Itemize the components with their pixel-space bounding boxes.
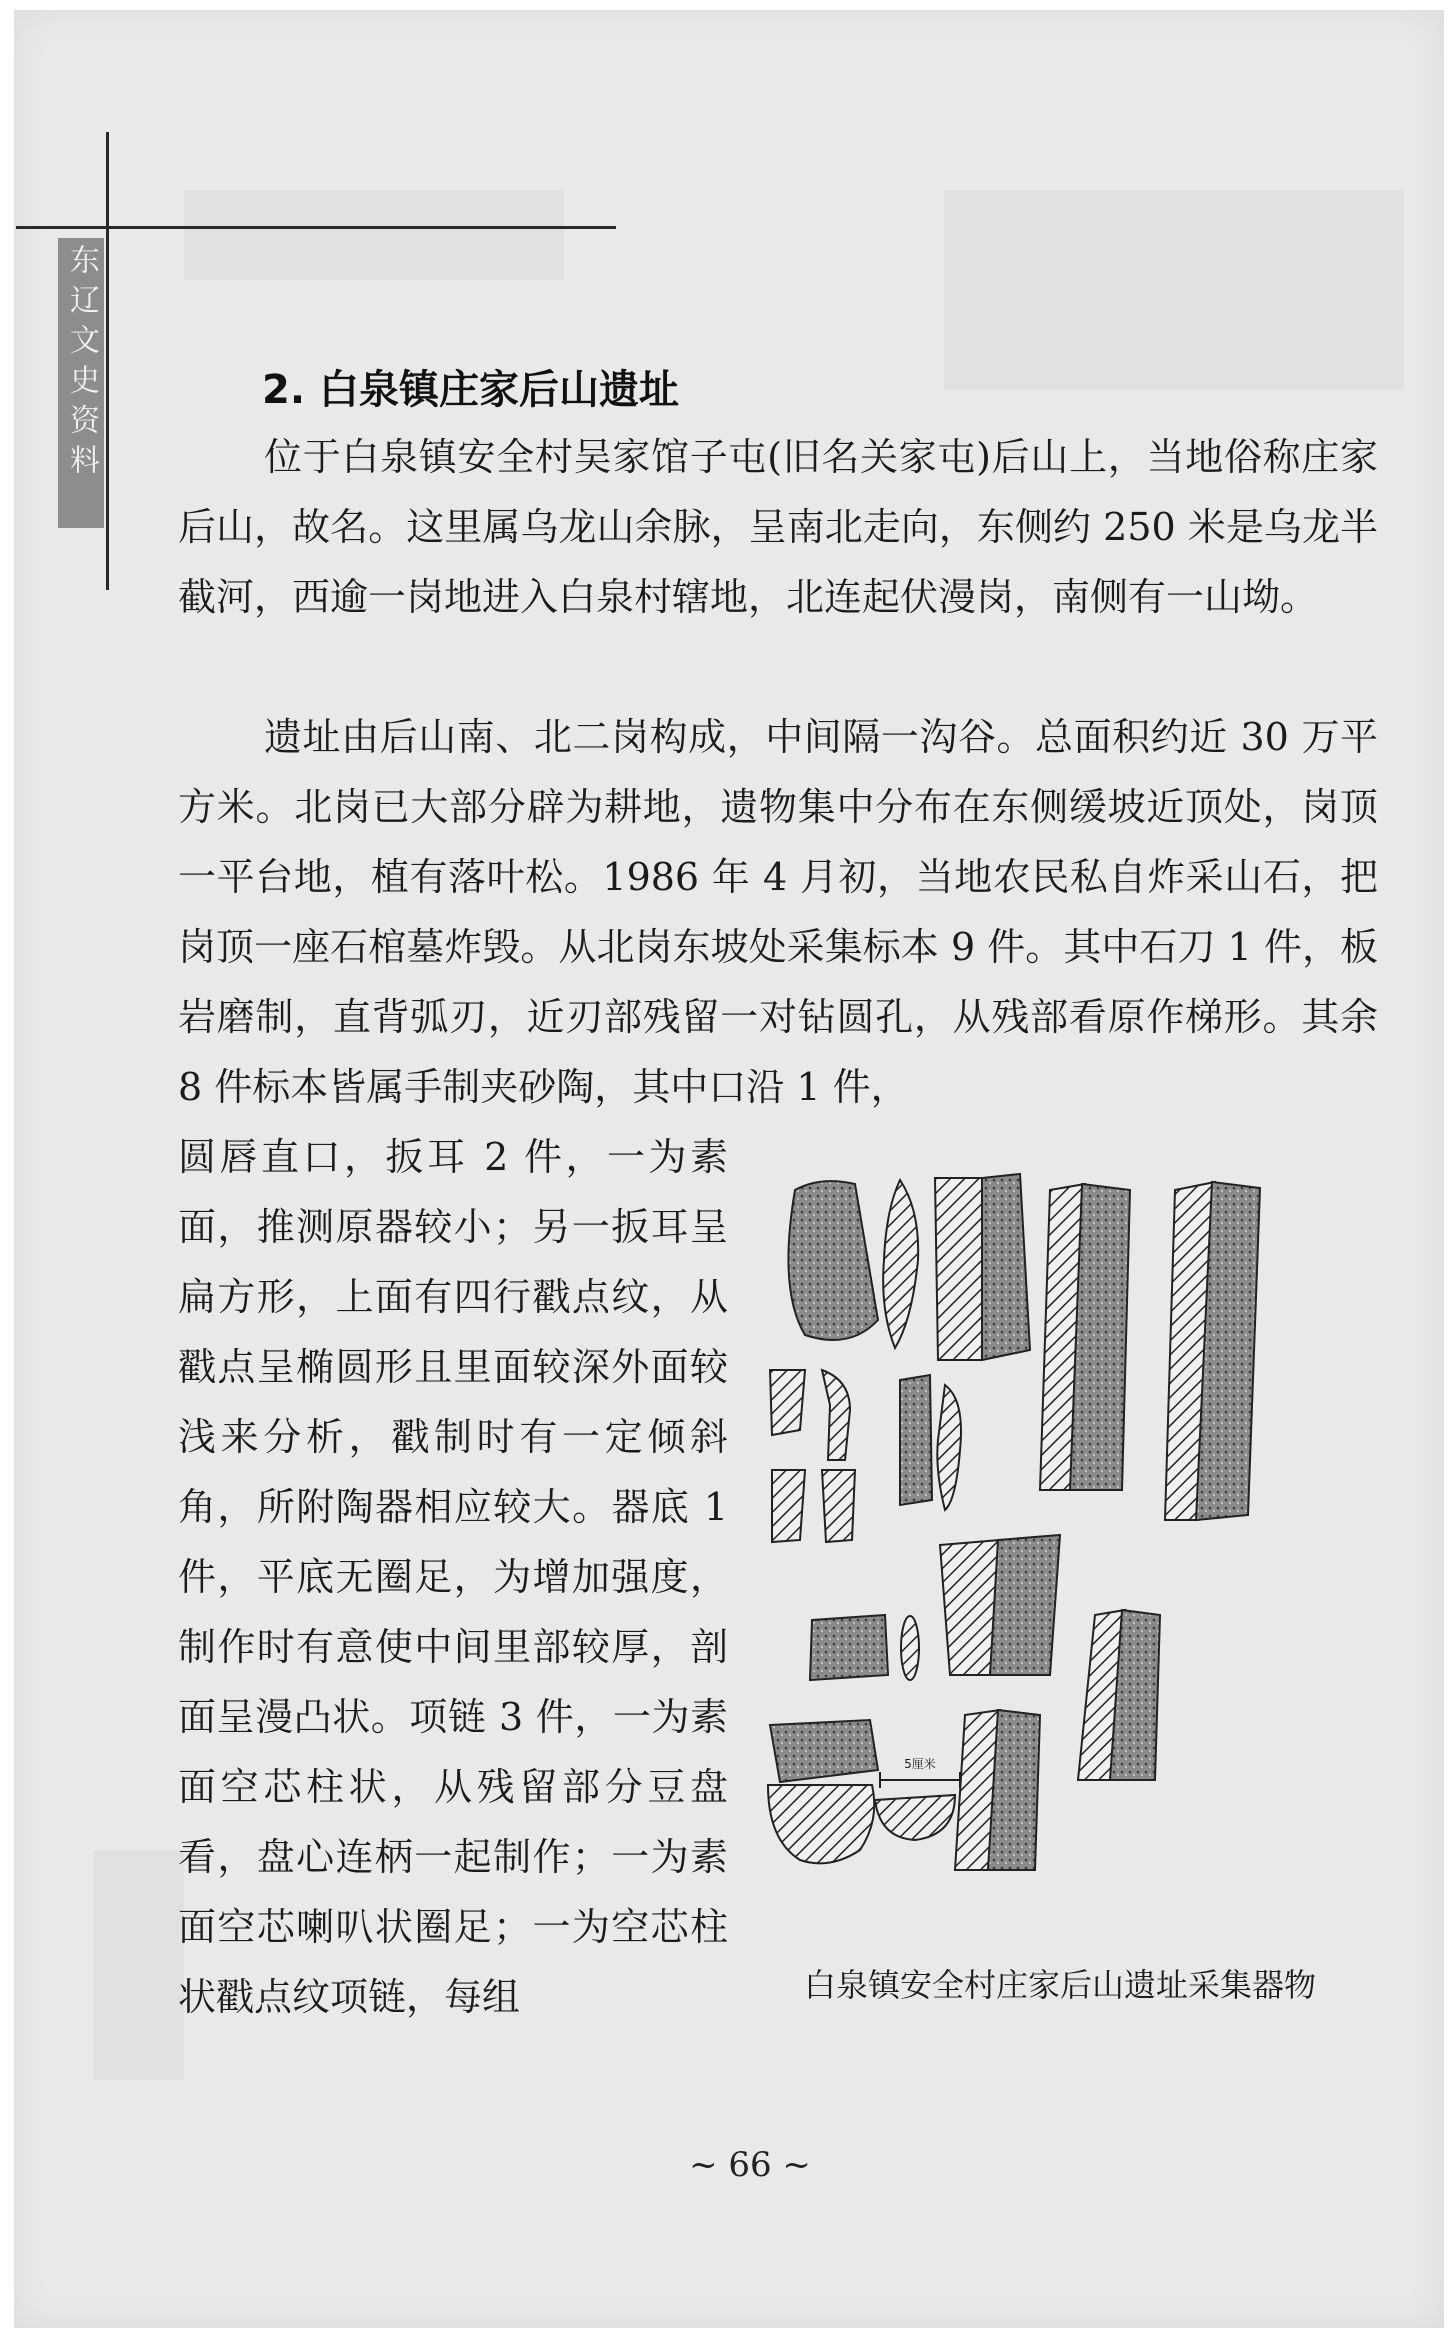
stone-knife-section bbox=[883, 1180, 918, 1348]
rim-fragment-drawing bbox=[770, 1720, 878, 1782]
bleed-through-shade bbox=[184, 190, 564, 280]
lug-handle-section bbox=[937, 1385, 961, 1510]
series-sidebar-label: 东辽文史资料 bbox=[64, 244, 99, 484]
scale-bar bbox=[880, 1756, 960, 1788]
scale-bar-label: 5厘米 bbox=[904, 1757, 936, 1771]
page-number: ~ 66 ~ bbox=[689, 2145, 811, 2185]
vessel-base-drawing bbox=[990, 1535, 1060, 1675]
margin-vertical-rule bbox=[106, 132, 109, 590]
section-heading: 2. 白泉镇庄家后山遗址 bbox=[262, 367, 679, 413]
stone-knife-drawing bbox=[788, 1181, 878, 1340]
paragraph-site-description: 遗址由后山南、北二岗构成，中间隔一沟谷。总面积约近 30 万平方米。北岗已大部分辟为耕地，遗物集中分布在东侧缓坡近顶处，岗顶一平台地，植有落叶松。1986 年 4 月初，当地农民私自炸采山石，把岗顶一座石棺墓炸毁。从北岗东坡处采集标本 9 件。其中石刀 1 件，板岩磨制，直背弧刃，近刃部残留一对钻圆孔，从残部看原作梯形。其余 8 件标本皆属手制夹砂陶，其中口沿 1 件， bbox=[178, 715, 1378, 1109]
sherd-drawing-small bbox=[810, 1615, 888, 1680]
artifact-figure bbox=[760, 1170, 1380, 1922]
bleed-through-shade bbox=[944, 190, 1404, 390]
paragraph-artifact-details: 圆唇直口，扳耳 2 件，一为素面，推测原器较小；另一扳耳呈扁方形，上面有四行戳点纹，从戳点呈椭圆形且里面较深外面较浅来分析，戳制时有一定倾斜角，所附陶器相应较大。器底 1 件，平底无圈足，为增加强度，制作时有意使中间里部较厚，剖面呈漫凸状。项链 3 件，一为素面空芯柱状，从残留部分豆盘看，盘心连柄一起制作；一为素面空芯喇叭状圈足；一为空芯柱状戳点纹项链，每组 bbox=[178, 1135, 728, 2019]
rim-profile-1 bbox=[770, 1370, 805, 1435]
necklace-drawing-4 bbox=[988, 1710, 1040, 1870]
rim-profile-2 bbox=[822, 1370, 850, 1460]
header-horizontal-rule bbox=[16, 226, 616, 229]
bowl-section bbox=[875, 1795, 955, 1840]
lug-handle-drawing bbox=[900, 1375, 932, 1505]
rim-fragment-section bbox=[768, 1785, 874, 1863]
sherd-section-small bbox=[901, 1616, 919, 1680]
rim-sherd-drawing bbox=[982, 1174, 1030, 1360]
rim-profile-4 bbox=[822, 1470, 855, 1542]
rim-profile-3 bbox=[772, 1470, 805, 1542]
paragraph-location: 位于白泉镇安全村吴家馆子屯(旧名关家屯)后山上，当地俗称庄家后山，故名。这里属乌龙山余脉，呈南北走向，东侧约 250 米是乌龙半截河，西逾一岗地进入白泉村辖地，北连起伏漫岗，南侧有一山坳。 bbox=[178, 435, 1378, 619]
figure-caption: 白泉镇安全村庄家后山遗址采集器物 bbox=[803, 1966, 1316, 2004]
bleed-through-shade bbox=[94, 1850, 184, 2080]
